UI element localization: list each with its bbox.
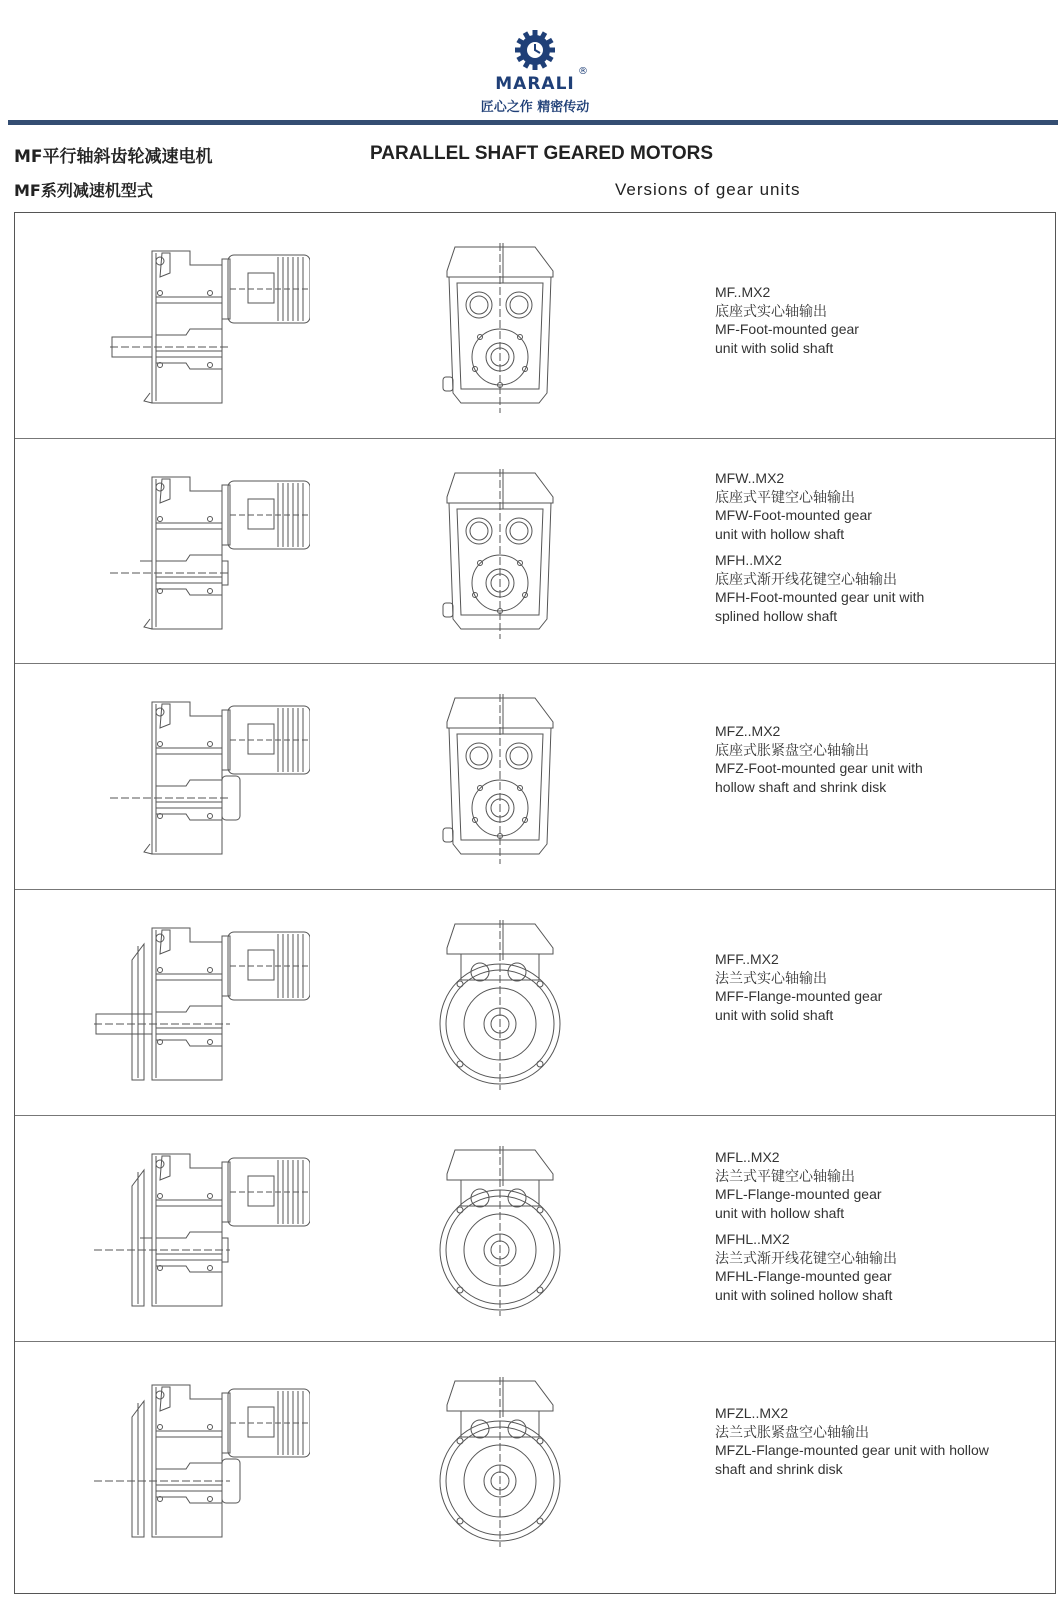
description-cn: 底座式实心轴输出 (715, 302, 827, 319)
description-en-line1: MFZ-Foot-mounted gear unit with (715, 760, 923, 776)
side-view-drawing (90, 1377, 310, 1547)
registered-mark: ® (578, 66, 588, 77)
description-en-line2: unit with solid shaft (715, 1006, 834, 1023)
page-subtitle-cn: MF系列减速机型式 (14, 181, 153, 200)
description-en-line1: MFH-Foot-mounted gear unit with (715, 589, 925, 605)
model-code: MFHL..MX2 (715, 1231, 790, 1247)
version-description (715, 283, 1045, 357)
description-en-line1: MFL-Flange-mounted gear (715, 1186, 882, 1202)
model-code: MFL..MX2 (715, 1149, 780, 1165)
description-cn: 法兰式胀紧盘空心轴输出 (715, 1423, 869, 1440)
side-view-drawing (90, 694, 310, 864)
description-cn: 底座式渐开线花键空心轴输出 (715, 570, 897, 587)
description-en-line1: MF-Foot-mounted gear (715, 321, 859, 337)
model-code: MFZL..MX2 (715, 1405, 789, 1421)
header-rule (8, 120, 1058, 125)
front-view-drawing (435, 694, 565, 864)
version-description (715, 722, 1045, 796)
front-view-drawing (435, 243, 565, 413)
brand-slogan: 匠心之作 精密传动 (480, 100, 590, 115)
description-cn: 法兰式平键空心轴输出 (715, 1167, 855, 1184)
version-description (715, 469, 1045, 625)
description-en-line2: hollow shaft and shrink disk (715, 778, 887, 795)
model-code: MFW..MX2 (715, 470, 785, 486)
version-description (715, 1404, 1045, 1478)
brand-name: MARALI (495, 74, 575, 94)
gear-logo-icon (513, 28, 557, 72)
description-cn: 底座式平键空心轴输出 (715, 488, 855, 505)
model-code: MFF..MX2 (715, 951, 779, 967)
front-view-drawing (435, 920, 565, 1090)
description-en-line1: MFZL-Flange-mounted gear unit with hollow (715, 1442, 989, 1458)
front-view-drawing (435, 469, 565, 639)
description-en-line2: splined hollow shaft (715, 607, 838, 624)
model-code: MFZ..MX2 (715, 723, 781, 739)
description-cn: 法兰式实心轴输出 (715, 969, 827, 986)
side-view-drawing (90, 469, 310, 639)
description-en-line2: shaft and shrink disk (715, 1460, 843, 1477)
model-code: MFH..MX2 (715, 552, 782, 568)
page-title-en: PARALLEL SHAFT GEARED MOTORS (370, 143, 714, 164)
description-cn: 法兰式渐开线花键空心轴输出 (715, 1249, 897, 1266)
description-en-line2: unit with hollow shaft (715, 1204, 845, 1221)
versions-table (14, 212, 1056, 1594)
side-view-drawing (90, 243, 310, 413)
description-cn: 底座式胀紧盘空心轴输出 (715, 741, 869, 758)
description-en-line2: unit with solined hollow shaft (715, 1286, 893, 1303)
version-row (15, 889, 1055, 1116)
description-en-line2: unit with solid shaft (715, 339, 834, 356)
version-description (715, 1148, 1045, 1304)
front-view-drawing (435, 1377, 565, 1547)
description-en-line1: MFF-Flange-mounted gear (715, 988, 883, 1004)
version-row (15, 438, 1055, 664)
version-row (15, 1115, 1055, 1342)
side-view-drawing (90, 920, 310, 1090)
version-row (15, 663, 1055, 890)
version-description (715, 950, 1045, 1024)
model-code: MF..MX2 (715, 284, 771, 300)
version-row (15, 1341, 1055, 1594)
brand-logo (460, 28, 610, 118)
version-row (15, 213, 1055, 438)
page-title-cn: MF平行轴斜齿轮减速电机 (14, 147, 213, 167)
side-view-drawing (90, 1146, 310, 1316)
page-header (0, 0, 1063, 128)
description-en-line2: unit with hollow shaft (715, 525, 845, 542)
front-view-drawing (435, 1146, 565, 1316)
description-en-line1: MFW-Foot-mounted gear (715, 507, 872, 523)
description-en-line1: MFHL-Flange-mounted gear (715, 1268, 892, 1284)
page-subtitle-en: Versions of gear units (615, 180, 801, 199)
